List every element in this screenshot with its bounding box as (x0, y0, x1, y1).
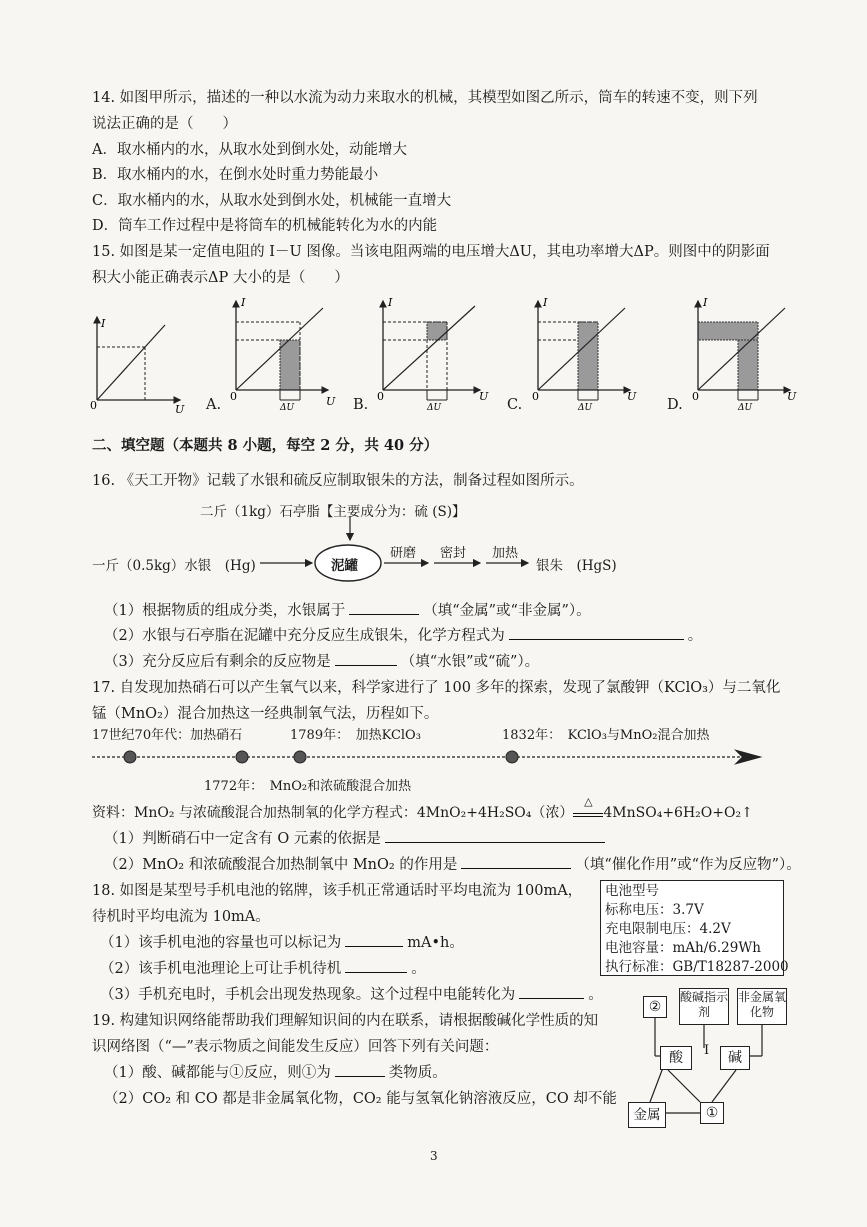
q19-sub2: （2）CO₂ 和 CO 都是非金属氧化物，CO₂ 能与氢氧化钠溶液反应，CO 却不能 (104, 1091, 617, 1107)
q18-sub3: （3）手机充电时，手机会出现发热现象。这个过程中电能转化为 。 (100, 983, 603, 1004)
q16-step-grind: 研磨 (390, 546, 417, 561)
svg-text:I: I (388, 296, 393, 309)
svg-text:0: 0 (377, 390, 384, 403)
choice-c-label[interactable]: C. (507, 397, 523, 413)
q19-sub1: （1）酸、碱都能与①反应，则①为 类物质。 (104, 1061, 447, 1082)
choice-a-label[interactable]: A. (206, 397, 222, 413)
svg-text:U: U (787, 390, 797, 403)
q14-option-b[interactable]: B．取水桶内的水，在倒水处时重力势能最小 (92, 167, 379, 183)
choice-b-label[interactable]: B. (353, 397, 369, 413)
timeline-label-1789: 1789年： 加热KClO₃ (290, 728, 421, 743)
q15-stem-line2: 积大小能正确表示ΔP 大小的是（ ） (92, 270, 349, 286)
q19-stem-line1: 19. 构建知识网络能帮助我们理解知识间的内在联系，请根据酸碱化学性质的知 (92, 1013, 599, 1029)
svg-text:ΔU: ΔU (427, 403, 442, 413)
q14-option-d[interactable]: D．筒车工作过程中是将筒车的机械能转化为水的内能 (92, 218, 438, 234)
q18-stem-line1: 18. 如图是某型号手机电池的铭牌，该手机正常通话时平均电流为 100mA， (92, 883, 583, 899)
svg-text:I: I (543, 296, 548, 309)
q16-sub2: （2）水银与石亭脂在泥罐中充分反应生成银朱，化学方程式为 。 (104, 624, 702, 645)
timeline-label-1772: 1772年： MnO₂和浓硫酸混合加热 (204, 779, 412, 794)
q16-top-input: 二斤（1kg）石亭脂【主要成分为：硫 (S)】 (200, 504, 466, 520)
plate-charge-limit: 充电限制电压：4.2V (605, 921, 731, 937)
timeline-label-1670s: 17世纪70年代：加热硝石 (92, 728, 243, 743)
q19-stem-line2: 识网络图（“—”表示物质之间能发生反应）回答下列有关问题： (92, 1039, 499, 1055)
plate-voltage: 标称电压：3.7V (605, 902, 704, 918)
node-1: ① (700, 1102, 724, 1124)
svg-text:I: I (241, 296, 246, 309)
q15-stem-line1: 15. 如图是某一定值电阻的 I－U 图像。当该电阻两端的电压增大ΔU，其电功率增大ΔP。则图中的阴影面 (92, 244, 770, 260)
q18-stem-line2: 待机时平均电流为 10mA。 (92, 909, 270, 925)
choice-d-label[interactable]: D. (667, 397, 683, 413)
q16-stem: 16. 《天工开物》记载了水银和硫反应制取银朱的方法，制备过程如图所示。 (92, 473, 584, 489)
q17-material: 资料：MnO₂ 与浓硫酸混合加热制氧的化学方程式：4MnO₂+4H₂SO₄（浓） △ 4MnSO₄+6H₂O+O₂↑ (92, 795, 753, 821)
q17-sub2: （2）MnO₂ 和浓硫酸混合加热制氧中 MnO₂ 的作用是 （填“催化作用”或“作为反应物”）。 (104, 853, 801, 874)
node-metal: 金属 (628, 1102, 666, 1128)
q16-sub1: （1）根据物质的组成分类，水银属于 （填“金属”或“非金属”）。 (104, 599, 591, 620)
plate-standard: 执行标准：GB/T18287-2000 (605, 959, 789, 975)
q16-sub3: （3）充分反应后有剩余的反应物是 （填“水银”或“硫”）。 (104, 650, 539, 671)
q16-step-seal: 密封 (440, 546, 467, 561)
q18-sub2: （2）该手机电池理论上可让手机待机 。 (100, 957, 426, 978)
q17-sub1: （1）判断硝石中一定含有 O 元素的依据是 (104, 827, 609, 848)
q16-left-input: 一斤（0.5kg）水银 (Hg) (92, 558, 256, 574)
q17-condition-heat: △ (584, 795, 593, 808)
q16-step-heat: 加热 (492, 546, 519, 561)
node-nonmetal-oxide: 非金属氧化物 (737, 988, 787, 1025)
plate-capacity: 电池容量：mAh/6.29Wh (605, 940, 761, 956)
svg-text:0: 0 (532, 390, 539, 403)
q14-option-a[interactable]: A．取水桶内的水，从取水处到倒水处，动能增大 (92, 142, 407, 158)
svg-text:ΔU: ΔU (578, 403, 593, 413)
svg-text:U: U (479, 390, 489, 403)
plate-model: 电池型号 (605, 883, 659, 899)
q17-stem-line1: 17. 自发现加热硝石可以产生氧气以来，科学家进行了 100 多年的探索，发现了氯酸钾（KClO₃）与二氧化 (92, 680, 781, 696)
svg-text:I: I (703, 296, 708, 309)
node-acid: 酸 (660, 1046, 692, 1070)
q14-stem-line2: 说法正确的是（ ） (92, 116, 237, 132)
node-2: ② (643, 996, 667, 1018)
q18-sub1: （1）该手机电池的容量也可以标记为 mA•h。 (100, 931, 464, 952)
svg-text:U: U (326, 395, 336, 408)
svg-text:ΔU: ΔU (738, 403, 753, 413)
svg-text:0: 0 (230, 390, 237, 403)
g0-i-label: I (101, 317, 106, 330)
node-base: 碱 (720, 1046, 750, 1070)
g0-origin: 0 (90, 399, 97, 412)
svg-text:U: U (627, 390, 637, 403)
timeline-label-1832: 1832年： KClO₃与MnO₂混合加热 (502, 728, 710, 743)
g0-u-label: U (175, 403, 185, 416)
node-acid-base-indicator: 酸碱指示剂 (679, 988, 729, 1025)
acid-base-link-label: I (704, 1043, 710, 1058)
q16-vessel-label: 泥罐 (331, 558, 358, 574)
section2-title: 二、填空题（本题共 8 小题，每空 2 分，共 40 分） (92, 437, 439, 454)
q14-stem-line1: 14. 如图甲所示，描述的一种以水流为动力来取水的机械，其模型如图乙所示，筒车的转速不变，则下列 (92, 90, 758, 106)
svg-text:0: 0 (692, 390, 699, 403)
q17-stem-line2: 锰（MnO₂）混合加热这一经典制氧气法，历程如下。 (92, 706, 439, 722)
q16-product: 银朱 (HgS) (536, 558, 617, 574)
q14-option-c[interactable]: C．取水桶内的水，从取水处到倒水处，机械能一直增大 (92, 193, 452, 209)
page-number: 3 (430, 1149, 438, 1163)
svg-text:ΔU: ΔU (280, 403, 295, 413)
